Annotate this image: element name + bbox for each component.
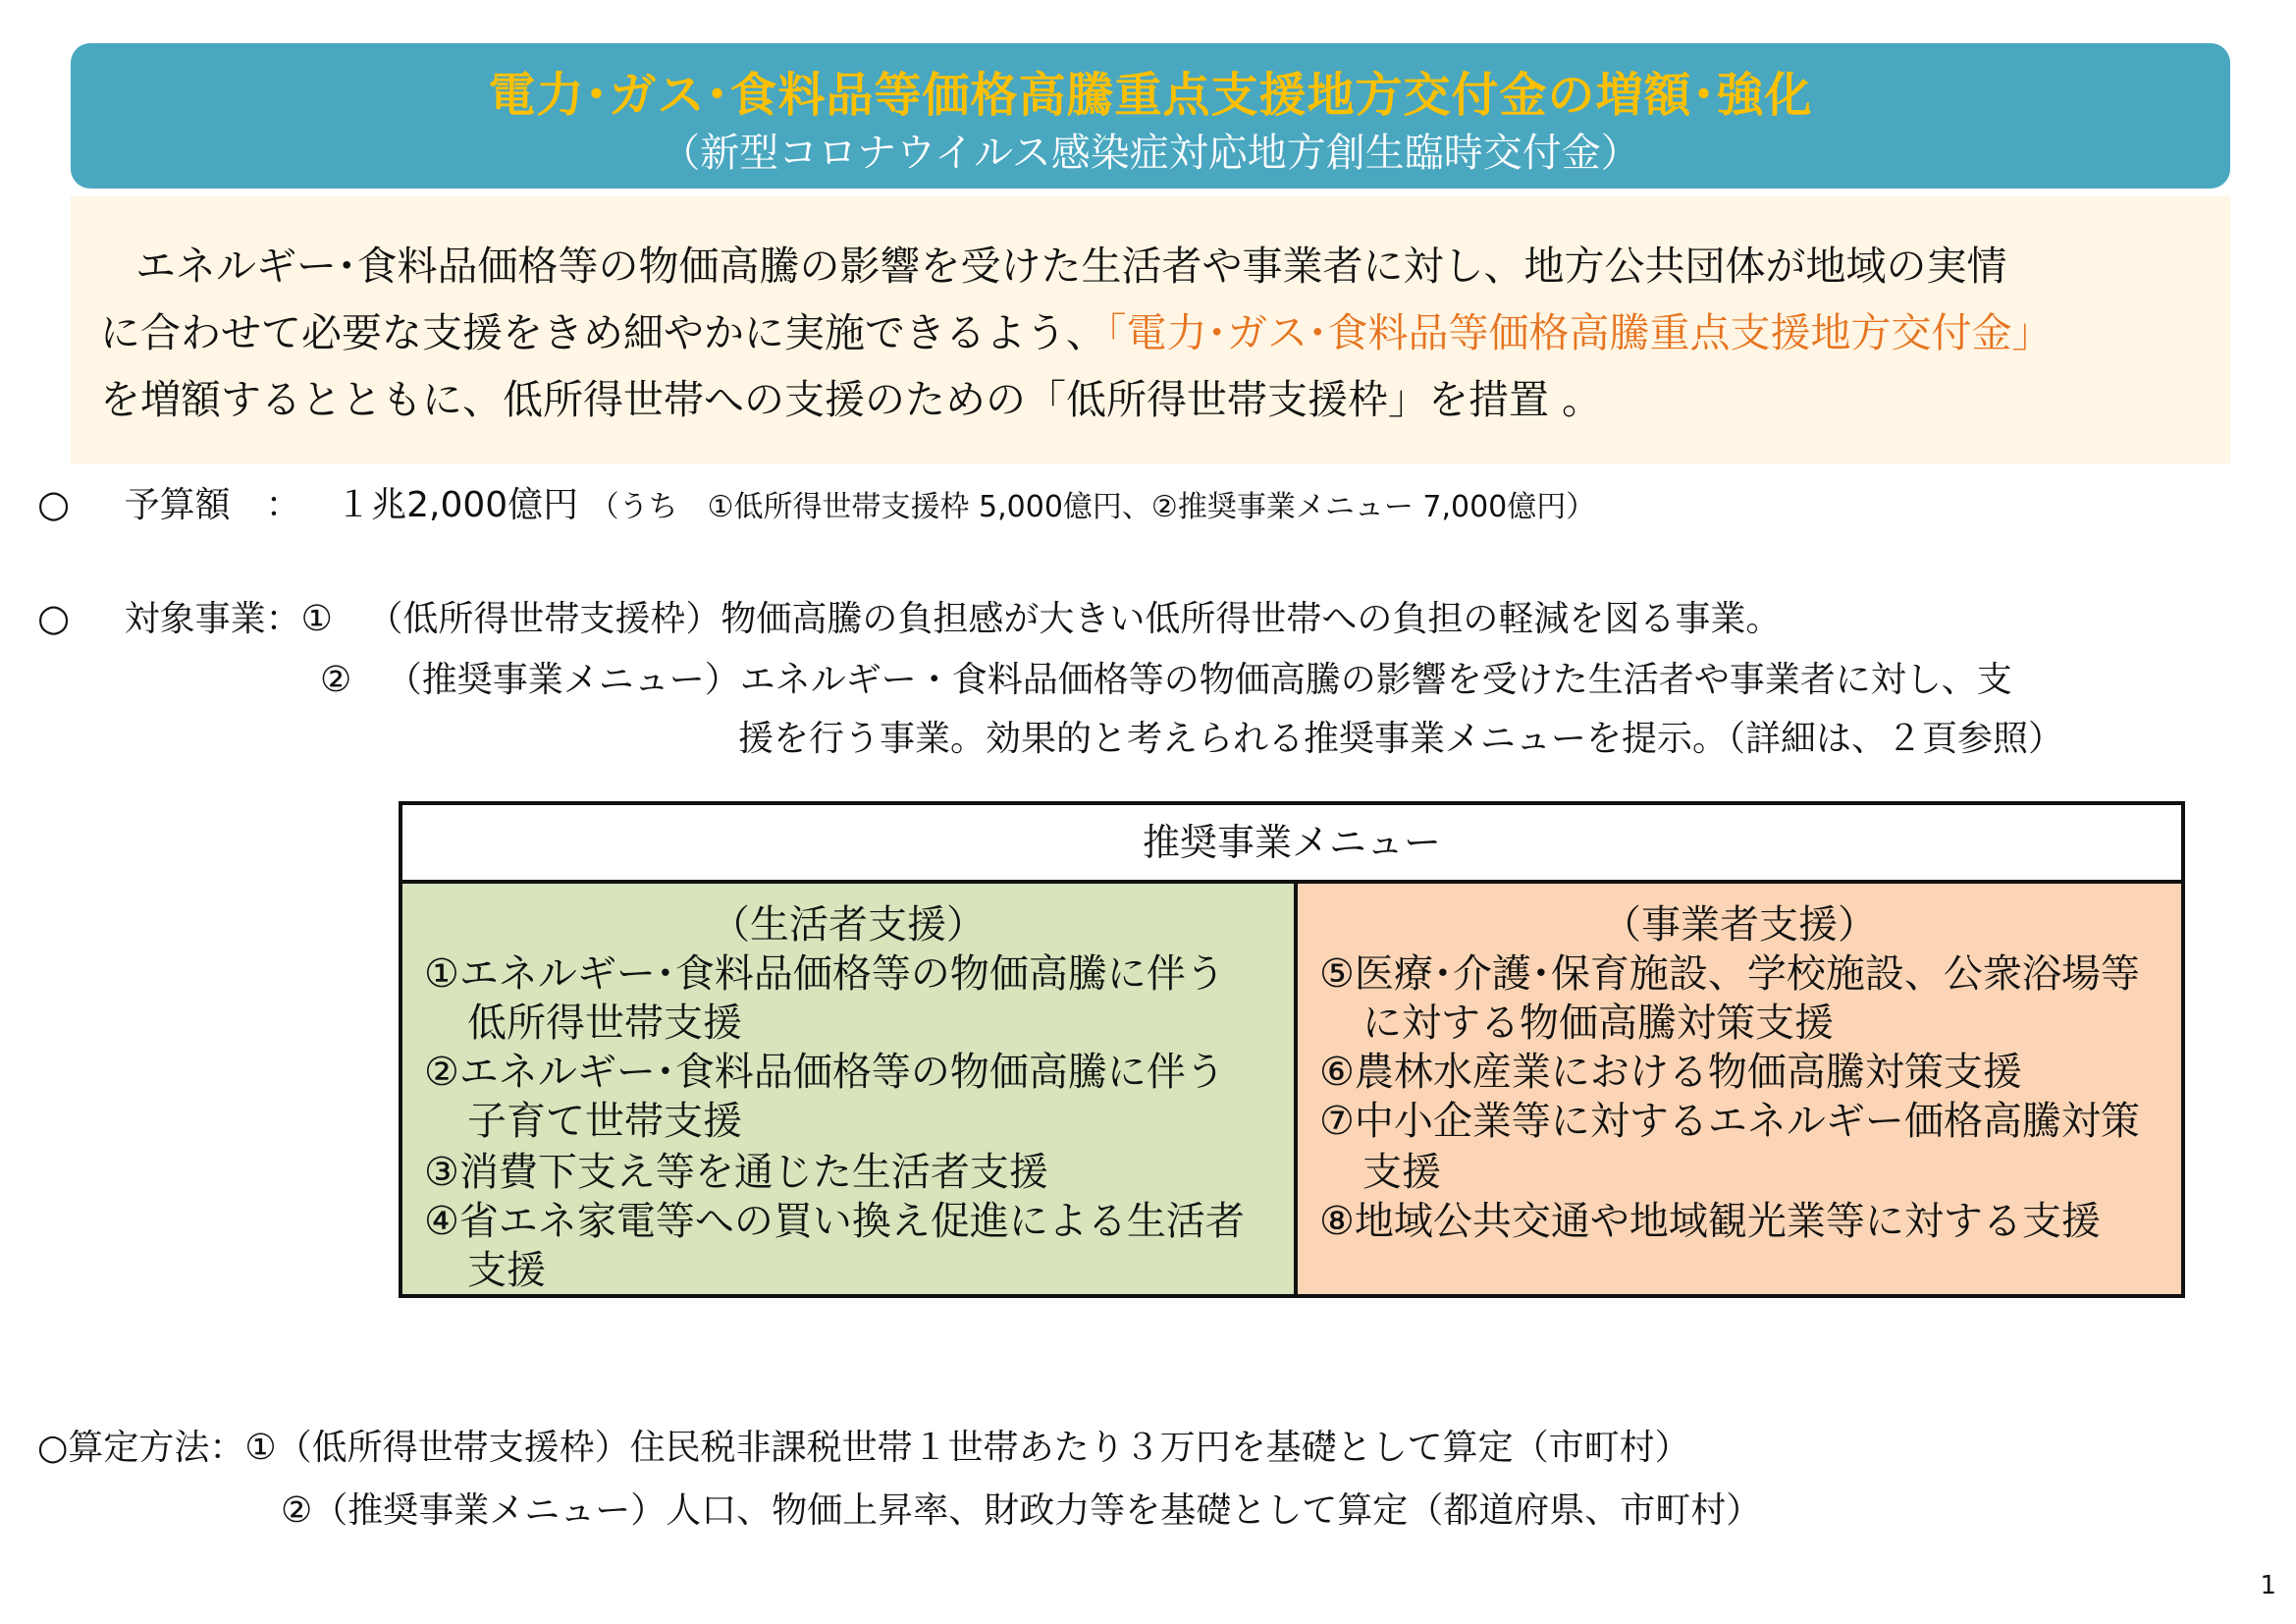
menu-item: ②エネルギー･食料品価格等の物価高騰に伴う [424,1050,1225,1095]
menu-item: ①エネルギー･食料品価格等の物価高騰に伴う [424,951,1225,997]
menu-item: 支援 [1362,1150,1441,1195]
budget-row [37,477,1595,527]
menu-item: 低所得世帯支援 [467,1001,742,1046]
intro-line-3: を増額するとともに、低所得世帯への支援のための「低所得世帯支援枠」を措置 。 [100,376,1603,423]
intro-highlight: 「電力･ガス･食料品等価格高騰重点支援地方交付金」 [1106,309,2053,356]
citizen-support-title: （生活者支援） [711,902,986,947]
intro-line-2-text: に合わせて必要な支援をきめ細やかに実施できるよう、 [100,309,1106,356]
menu-item: 支援 [467,1248,546,1293]
menu-item: 子育て世帯支援 [467,1099,742,1144]
recommended-menu-table [399,801,2185,1298]
menu-item: に対する物価高騰対策支援 [1362,1001,1834,1046]
intro-line-2 [100,300,2053,358]
target-bullet: ○ [37,596,71,639]
page-number: 1 [2260,1571,2276,1600]
target-item-1: （低所得世帯支援枠）物価高騰の負担感が大きい低所得世帯への負担の軽減を図る事業。 [367,599,1782,639]
menu-item: ⑧地域公共交通や地域観光業等に対する支援 [1319,1199,2101,1244]
intro-line-1: エネルギー･食料品価格等の物価高騰の影響を受けた生活者や事業者に対し、地方公共団体が地域の実情 [135,243,2007,290]
citizen-support-column [402,884,1298,1294]
business-support-column [1298,884,2181,1294]
title-banner [71,43,2230,189]
target-label: 対象事業：① [124,599,333,639]
budget-amount: １兆2,000億円 [336,485,579,525]
menu-item: ④省エネ家電等への買い換え促進による生活者 [424,1199,1245,1244]
target-item-2-num: ② [320,660,352,700]
target-row-2 [320,652,2012,702]
menu-item: ⑦中小企業等に対するエネルギー価格高騰対策 [1319,1099,2140,1144]
menu-table-title: 推奨事業メニュー [402,805,2181,884]
target-item-2-line-2: 援を行う事業。効果的と考えられる推奨事業メニューを提示。（詳細は、２頁参照） [738,719,2064,759]
menu-item: ⑥農林水産業における物価高騰対策支援 [1319,1050,2022,1095]
menu-item: ③消費下支え等を通じた生活者支援 [424,1150,1048,1195]
budget-detail: （うち ①低所得世帯支援枠 5,000億円、②推奨事業メニュー 7,000億円） [589,490,1596,524]
target-item-2-line-1: （推奨事業メニュー）エネルギー・食料品価格等の物価高騰の影響を受けた生活者や事業者に対し、支 [386,660,2012,700]
intro-box [71,196,2230,463]
calc-line-2: ②（推奨事業メニュー）人口、物価上昇率、財政力等を基礎として算定（都道府県、市町村） [281,1490,1762,1531]
budget-bullet: ○ [37,482,71,525]
page-subtitle: （新型コロナウイルス感染症対応地方創生臨時交付金） [661,131,1640,176]
page-title: 電力･ガス･食料品等価格高騰重点支援地方交付金の増額･強化 [488,68,1813,123]
target-row-1 [37,591,1781,641]
menu-item: ⑤医療･介護･保育施設、学校施設、公衆浴場等 [1319,951,2140,997]
calc-line-1: ○算定方法：①（低所得世帯支援枠）住民税非課税世帯１世帯あたり３万円を基礎として算定（市町村） [37,1428,1690,1468]
business-support-title: （事業者支援） [1602,902,1877,947]
budget-label: 予算額 ： [124,485,301,525]
